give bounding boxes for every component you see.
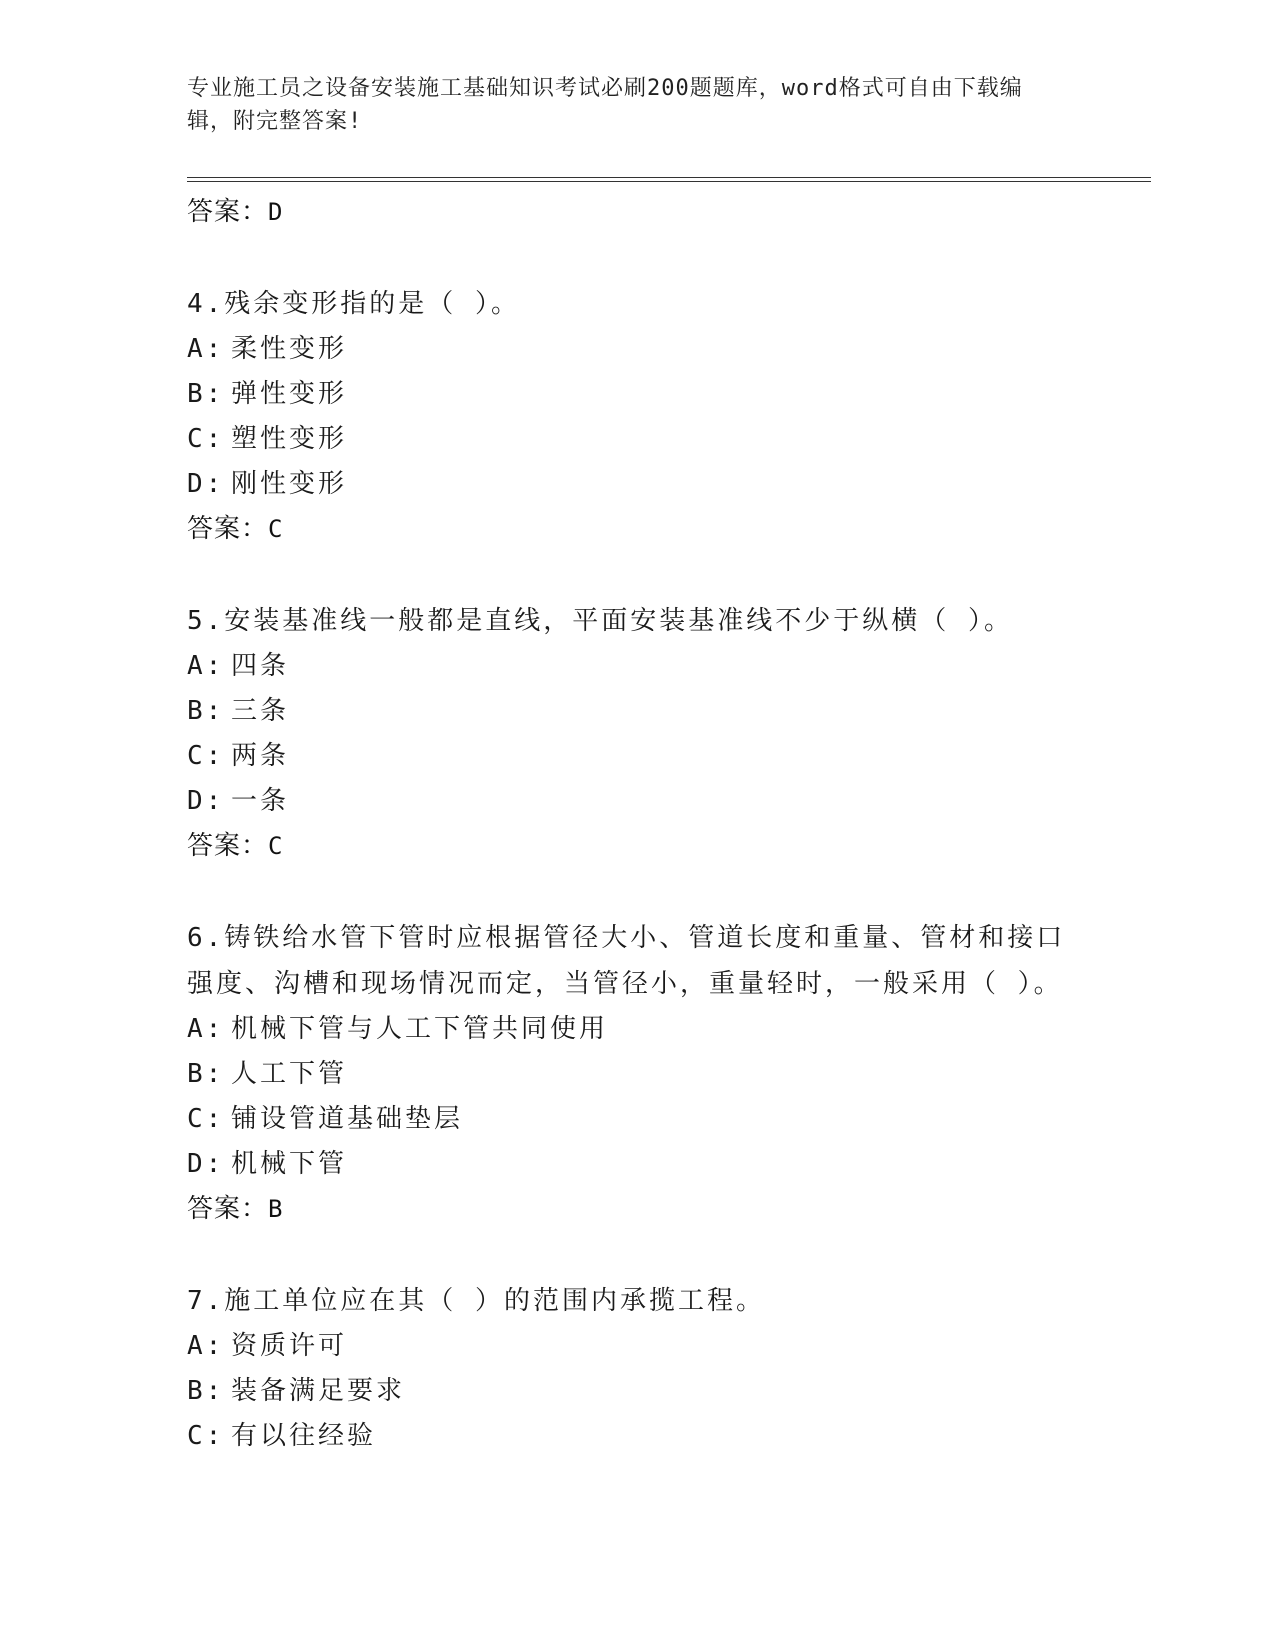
question-text: 4.残余变形指的是（ ）。 bbox=[187, 289, 520, 319]
answer-option bbox=[187, 779, 1087, 824]
option-label: B: bbox=[187, 1059, 225, 1089]
option-text: 人工下管 bbox=[231, 1059, 348, 1089]
option-label: B: bbox=[187, 696, 225, 726]
answer-option bbox=[187, 1414, 1087, 1459]
option-text: 机械下管 bbox=[231, 1149, 348, 1179]
answer-option bbox=[187, 462, 1087, 507]
option-text: 弹性变形 bbox=[231, 379, 348, 409]
option-label: A: bbox=[187, 651, 225, 681]
answer-line bbox=[187, 190, 1087, 235]
answer-line bbox=[187, 507, 1087, 552]
option-text: 两条 bbox=[231, 741, 290, 771]
option-text: 四条 bbox=[231, 651, 290, 681]
document-header-title: 专业施工员之设备安装施工基础知识考试必刷200题题库，word格式可自由下载编辑，附完整答案! bbox=[187, 76, 1023, 134]
answer-label: 答案： bbox=[187, 197, 269, 227]
option-text: 塑性变形 bbox=[231, 424, 348, 454]
answer-option bbox=[187, 327, 1087, 372]
option-text: 柔性变形 bbox=[231, 334, 348, 364]
option-text: 三条 bbox=[231, 696, 290, 726]
option-text: 铺设管道基础垫层 bbox=[231, 1104, 464, 1134]
spacer bbox=[187, 1232, 1087, 1278]
answer-option bbox=[187, 1007, 1087, 1052]
answer-option bbox=[187, 644, 1087, 689]
option-label: C: bbox=[187, 1104, 225, 1134]
question-text: 5.安装基准线一般都是直线，平面安装基准线不少于纵横（ ）。 bbox=[187, 606, 1013, 636]
option-label: C: bbox=[187, 424, 225, 454]
answer-label: 答案： bbox=[187, 514, 269, 544]
answer-option bbox=[187, 1052, 1087, 1097]
option-text: 一条 bbox=[231, 786, 290, 816]
answer-option bbox=[187, 1097, 1087, 1142]
option-label: A: bbox=[187, 334, 225, 364]
answer-value: B bbox=[268, 1195, 284, 1223]
option-text: 刚性变形 bbox=[231, 469, 348, 499]
option-label: A: bbox=[187, 1331, 225, 1361]
option-text: 资质许可 bbox=[231, 1331, 348, 1361]
option-label: B: bbox=[187, 1376, 225, 1406]
answer-option bbox=[187, 1369, 1087, 1414]
spacer bbox=[187, 552, 1087, 598]
answer-value: C bbox=[268, 515, 284, 543]
answer-value: D bbox=[268, 198, 284, 226]
answer-line bbox=[187, 824, 1087, 869]
header-rule-top bbox=[187, 177, 1151, 178]
document-body bbox=[187, 190, 1087, 1459]
option-label: C: bbox=[187, 741, 225, 771]
answer-option bbox=[187, 734, 1087, 779]
answer-option bbox=[187, 1142, 1087, 1187]
option-label: D: bbox=[187, 1149, 225, 1179]
option-label: B: bbox=[187, 379, 225, 409]
option-label: C: bbox=[187, 1421, 225, 1451]
header-rule-bottom bbox=[187, 181, 1151, 182]
answer-option bbox=[187, 689, 1087, 734]
option-text: 有以往经验 bbox=[231, 1421, 377, 1451]
answer-line bbox=[187, 1187, 1087, 1232]
answer-label: 答案： bbox=[187, 1194, 269, 1224]
spacer bbox=[187, 235, 1087, 281]
option-label: A: bbox=[187, 1014, 225, 1044]
option-text: 机械下管与人工下管共同使用 bbox=[231, 1014, 609, 1044]
answer-option bbox=[187, 372, 1087, 417]
answer-value: C bbox=[268, 832, 284, 860]
answer-option bbox=[187, 417, 1087, 462]
answer-label: 答案： bbox=[187, 831, 269, 861]
option-text: 装备满足要求 bbox=[231, 1376, 406, 1406]
question-text: 7.施工单位应在其（ ）的范围内承揽工程。 bbox=[187, 1286, 765, 1316]
spacer bbox=[187, 869, 1087, 915]
option-label: D: bbox=[187, 786, 225, 816]
answer-option bbox=[187, 1324, 1087, 1369]
option-label: D: bbox=[187, 469, 225, 499]
question-text: 6.铸铁给水管下管时应根据管径大小、管道长度和重量、管材和接口强度、沟槽和现场情况而定，当管径小，重量轻时，一般采用（ ）。 bbox=[187, 923, 1066, 999]
